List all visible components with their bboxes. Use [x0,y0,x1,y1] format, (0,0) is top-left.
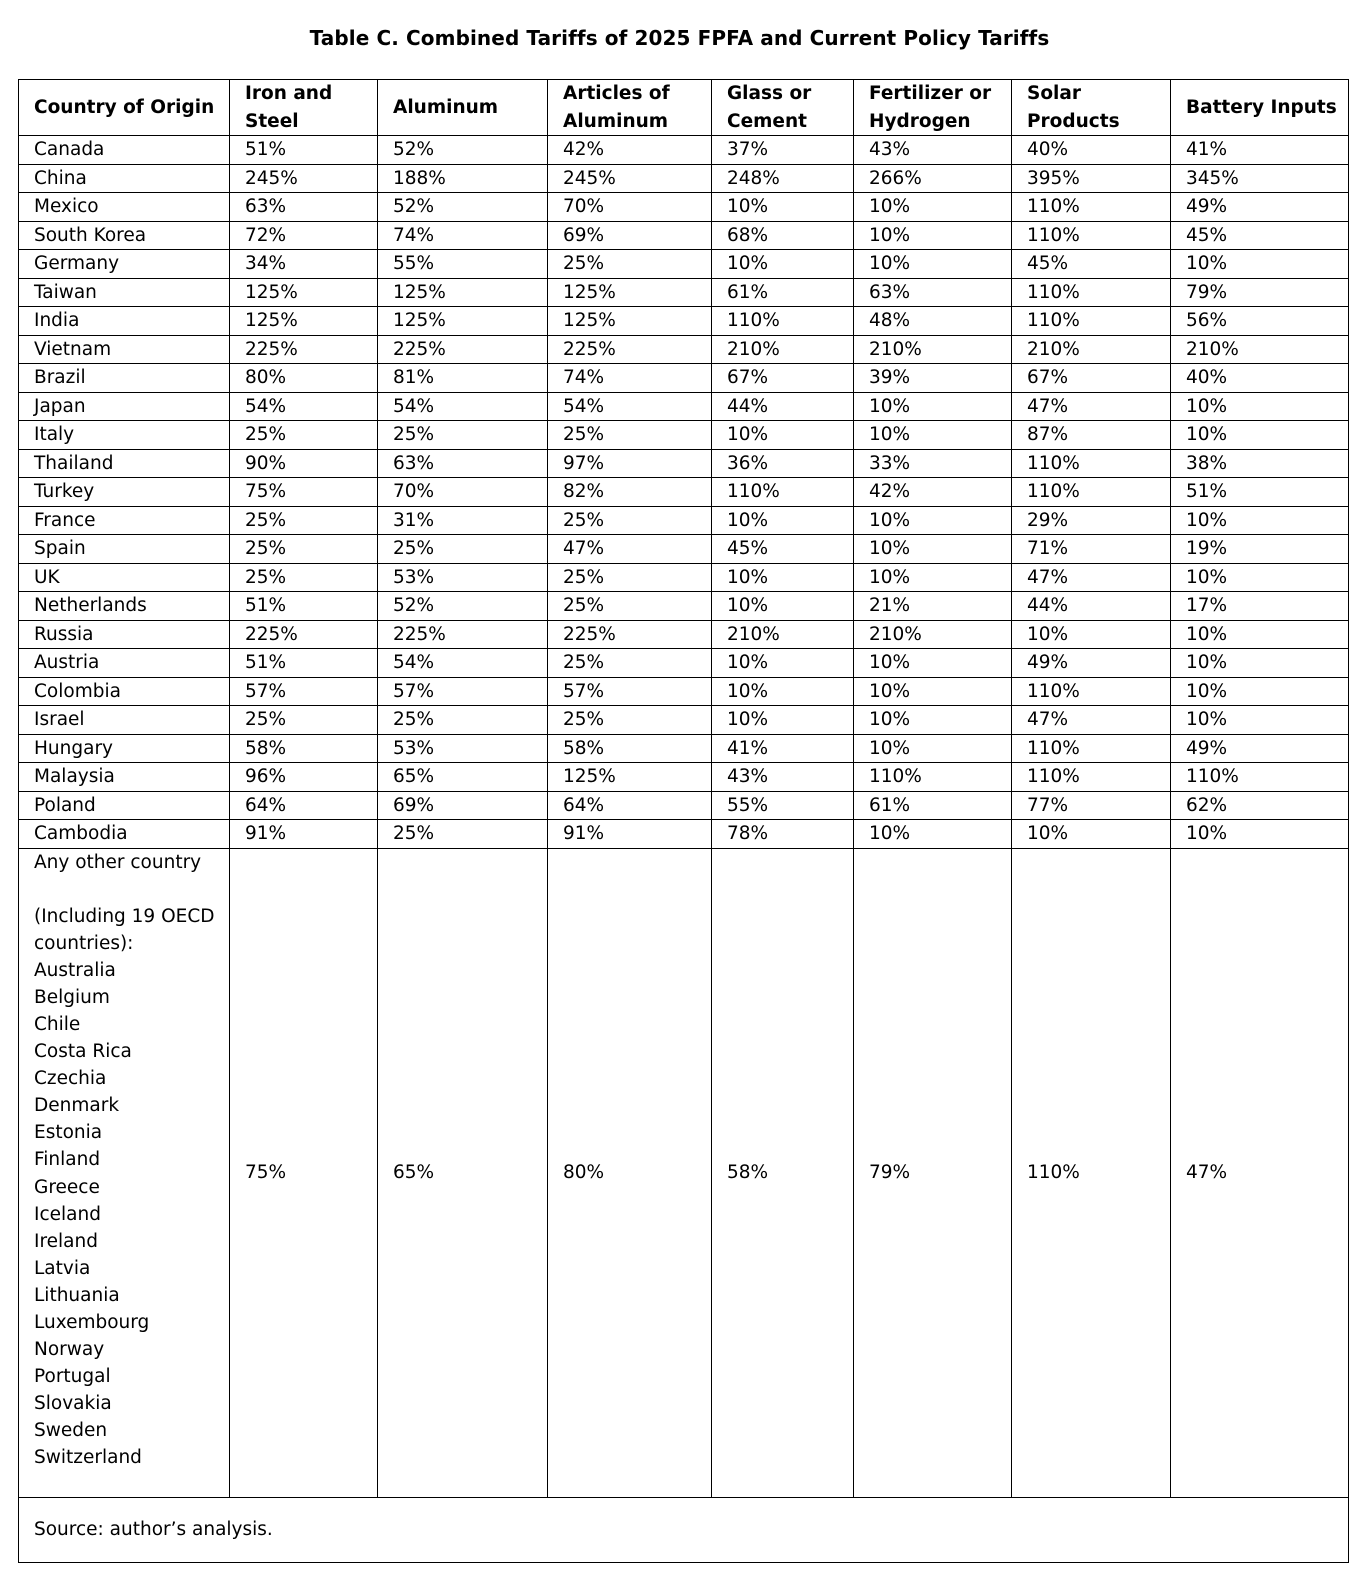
tariff-cell-articles-aluminum: 42% [548,136,712,165]
tariff-cell-articles-aluminum: 25% [548,706,712,735]
tariff-cell-iron-steel: 57% [230,677,378,706]
tariff-cell-aluminum: 188% [378,164,548,193]
tariff-cell-solar: 110% [1012,307,1171,336]
tariff-cell-articles-aluminum: 91% [548,820,712,849]
tariff-cell-aluminum: 63% [378,449,548,478]
tariff-cell-glass-cement: 55% [712,791,854,820]
tariff-cell-aluminum: 52% [378,592,548,621]
table-row [19,563,1349,592]
other-value-iron-steel: 75% [230,848,378,1497]
tariff-cell-glass-cement: 41% [712,734,854,763]
tariff-cell-iron-steel: 225% [230,620,378,649]
other-value-fertilizer-hydrogen: 79% [854,848,1012,1497]
tariff-cell-iron-steel: 225% [230,335,378,364]
column-header-aluminum: Aluminum [378,80,548,136]
column-header-glass-cement: Glass or Cement [712,80,854,136]
tariff-cell-aluminum: 25% [378,820,548,849]
tariff-cell-iron-steel: 58% [230,734,378,763]
tariff-cell-solar: 110% [1012,221,1171,250]
tariff-cell-glass-cement: 10% [712,250,854,279]
tariff-cell-battery: 49% [1171,734,1349,763]
tariff-cell-fertilizer-hydrogen: 33% [854,449,1012,478]
country-cell: Taiwan [19,278,230,307]
tariff-cell-iron-steel: 25% [230,706,378,735]
source-note: Source: author’s analysis. [19,1497,1349,1562]
oecd-country-item: Chile [34,1013,81,1035]
tariff-cell-solar: 44% [1012,592,1171,621]
tariff-cell-fertilizer-hydrogen: 110% [854,763,1012,792]
other-value-solar: 110% [1012,848,1171,1497]
other-value-battery: 47% [1171,848,1349,1497]
tariff-cell-iron-steel: 25% [230,421,378,450]
column-header-articles-aluminum: Articles of Aluminum [548,80,712,136]
country-cell: Italy [19,421,230,450]
country-cell: Malaysia [19,763,230,792]
tariff-cell-battery: 345% [1171,164,1349,193]
tariff-cell-glass-cement: 61% [712,278,854,307]
tariff-cell-iron-steel: 63% [230,193,378,222]
column-header-battery: Battery Inputs [1171,80,1349,136]
country-cell: Austria [19,649,230,678]
tariff-cell-iron-steel: 125% [230,278,378,307]
country-cell: Germany [19,250,230,279]
country-cell: Spain [19,535,230,564]
tariff-cell-iron-steel: 54% [230,392,378,421]
table-row [19,791,1349,820]
column-header-fertilizer-hydrogen: Fertilizer or Hydrogen [854,80,1012,136]
tariff-cell-articles-aluminum: 47% [548,535,712,564]
tariff-cell-fertilizer-hydrogen: 10% [854,563,1012,592]
tariff-cell-glass-cement: 10% [712,592,854,621]
tariff-cell-fertilizer-hydrogen: 21% [854,592,1012,621]
table-row [19,421,1349,450]
tariff-cell-articles-aluminum: 70% [548,193,712,222]
tariff-cell-articles-aluminum: 125% [548,307,712,336]
tariff-cell-battery: 79% [1171,278,1349,307]
tariff-cell-glass-cement: 67% [712,364,854,393]
tariff-cell-aluminum: 25% [378,421,548,450]
tariff-cell-articles-aluminum: 74% [548,364,712,393]
oecd-country-item: Latvia [34,1257,91,1279]
tariff-cell-articles-aluminum: 25% [548,649,712,678]
other-value-articles-aluminum: 80% [548,848,712,1497]
table-row [19,193,1349,222]
table-row [19,307,1349,336]
tariff-cell-iron-steel: 80% [230,364,378,393]
country-cell: Netherlands [19,592,230,621]
tariff-cell-battery: 10% [1171,563,1349,592]
other-countries-cell [19,848,230,1497]
tariff-cell-aluminum: 54% [378,649,548,678]
country-cell: Russia [19,620,230,649]
tariff-cell-solar: 40% [1012,136,1171,165]
tariff-cell-aluminum: 25% [378,535,548,564]
country-cell: Vietnam [19,335,230,364]
tariff-cell-glass-cement: 68% [712,221,854,250]
tariff-cell-solar: 110% [1012,193,1171,222]
country-cell: Turkey [19,478,230,507]
tariff-cell-fertilizer-hydrogen: 210% [854,620,1012,649]
table-row [19,506,1349,535]
tariff-cell-aluminum: 52% [378,136,548,165]
tariff-cell-aluminum: 65% [378,763,548,792]
table-row [19,221,1349,250]
table-row [19,592,1349,621]
tariff-cell-battery: 41% [1171,136,1349,165]
tariff-cell-articles-aluminum: 225% [548,620,712,649]
tariff-cell-solar: 47% [1012,392,1171,421]
table-row [19,763,1349,792]
tariff-cell-articles-aluminum: 225% [548,335,712,364]
tariff-cell-fertilizer-hydrogen: 63% [854,278,1012,307]
tariff-cell-aluminum: 81% [378,364,548,393]
tariff-cell-battery: 38% [1171,449,1349,478]
tariff-cell-solar: 45% [1012,250,1171,279]
country-cell: India [19,307,230,336]
country-cell: Brazil [19,364,230,393]
tariff-cell-iron-steel: 51% [230,592,378,621]
other-value-aluminum: 65% [378,848,548,1497]
tariff-cell-glass-cement: 10% [712,563,854,592]
tariff-cell-iron-steel: 72% [230,221,378,250]
tariff-cell-solar: 71% [1012,535,1171,564]
tariff-cell-battery: 19% [1171,535,1349,564]
tariff-cell-articles-aluminum: 69% [548,221,712,250]
country-cell: Thailand [19,449,230,478]
tariff-cell-glass-cement: 110% [712,478,854,507]
tariff-cell-iron-steel: 91% [230,820,378,849]
tariff-cell-fertilizer-hydrogen: 10% [854,677,1012,706]
tariff-cell-fertilizer-hydrogen: 10% [854,535,1012,564]
tariff-cell-aluminum: 225% [378,335,548,364]
tariff-cell-fertilizer-hydrogen: 10% [854,193,1012,222]
tariff-cell-battery: 10% [1171,392,1349,421]
tariff-cell-solar: 395% [1012,164,1171,193]
tariff-cell-glass-cement: 78% [712,820,854,849]
oecd-country-item: Norway [34,1339,105,1361]
table-row [19,478,1349,507]
tariff-cell-aluminum: 52% [378,193,548,222]
tariff-cell-glass-cement: 210% [712,620,854,649]
tariff-cell-fertilizer-hydrogen: 10% [854,250,1012,279]
tariff-cell-articles-aluminum: 245% [548,164,712,193]
tariff-cell-battery: 10% [1171,250,1349,279]
tariff-cell-battery: 10% [1171,421,1349,450]
source-row [19,1497,1349,1562]
tariff-cell-iron-steel: 75% [230,478,378,507]
tariff-cell-fertilizer-hydrogen: 10% [854,221,1012,250]
oecd-country-item: Greece [34,1176,100,1198]
tariff-cell-glass-cement: 10% [712,706,854,735]
tariff-cell-articles-aluminum: 125% [548,763,712,792]
tariff-cell-articles-aluminum: 125% [548,278,712,307]
tariff-cell-fertilizer-hydrogen: 10% [854,421,1012,450]
tariff-cell-fertilizer-hydrogen: 10% [854,706,1012,735]
column-header-solar: Solar Products [1012,80,1171,136]
tariff-cell-battery: 10% [1171,706,1349,735]
tariff-cell-articles-aluminum: 25% [548,563,712,592]
oecd-country-item: Luxembourg [34,1312,150,1333]
table-row [19,677,1349,706]
tariff-cell-glass-cement: 110% [712,307,854,336]
tariff-cell-fertilizer-hydrogen: 61% [854,791,1012,820]
tariff-cell-iron-steel: 96% [230,763,378,792]
tariff-cell-solar: 110% [1012,677,1171,706]
tariff-cell-iron-steel: 90% [230,449,378,478]
country-cell: Canada [19,136,230,165]
tariff-cell-aluminum: 25% [378,706,548,735]
tariff-cell-fertilizer-hydrogen: 10% [854,649,1012,678]
country-cell: Mexico [19,193,230,222]
tariff-cell-glass-cement: 10% [712,677,854,706]
tariff-cell-glass-cement: 36% [712,449,854,478]
tariff-cell-articles-aluminum: 25% [548,506,712,535]
country-cell: South Korea [19,221,230,250]
tariff-cell-fertilizer-hydrogen: 39% [854,364,1012,393]
column-header-country: Country of Origin [19,80,230,136]
tariff-cell-iron-steel: 245% [230,164,378,193]
tariff-cell-battery: 210% [1171,335,1349,364]
table-row [19,620,1349,649]
tariff-cell-aluminum: 31% [378,506,548,535]
tariff-cell-battery: 110% [1171,763,1349,792]
country-cell: Colombia [19,677,230,706]
tariff-cell-aluminum: 74% [378,221,548,250]
table-row [19,449,1349,478]
tariff-cell-articles-aluminum: 64% [548,791,712,820]
tariff-cell-battery: 49% [1171,193,1349,222]
tariff-cell-aluminum: 69% [378,791,548,820]
tariff-cell-fertilizer-hydrogen: 10% [854,392,1012,421]
tariff-cell-aluminum: 57% [378,677,548,706]
tariff-cell-battery: 10% [1171,677,1349,706]
oecd-country-item: Slovakia [34,1393,112,1415]
tariff-cell-aluminum: 55% [378,250,548,279]
tariff-cell-fertilizer-hydrogen: 10% [854,734,1012,763]
oecd-country-item: Switzerland [34,1447,142,1469]
other-value-glass-cement: 58% [712,848,854,1497]
oecd-country-item: Portugal [34,1366,111,1388]
oecd-country-item: Denmark [34,1095,120,1117]
tariff-cell-solar: 47% [1012,706,1171,735]
tariff-cell-iron-steel: 125% [230,307,378,336]
tariff-cell-solar: 110% [1012,478,1171,507]
oecd-country-item: Ireland [34,1230,98,1252]
table-title: Table C. Combined Tariffs of 2025 FPFA and Current Policy Tariffs [309,26,1050,50]
tariff-cell-aluminum: 53% [378,563,548,592]
tariff-cell-battery: 62% [1171,791,1349,820]
tariff-cell-glass-cement: 10% [712,421,854,450]
tariff-cell-battery: 10% [1171,620,1349,649]
tariff-cell-battery: 10% [1171,820,1349,849]
tariff-cell-solar: 10% [1012,620,1171,649]
tariff-cell-articles-aluminum: 25% [548,250,712,279]
tariff-cell-articles-aluminum: 57% [548,677,712,706]
tariff-cell-articles-aluminum: 54% [548,392,712,421]
table-row [19,649,1349,678]
other-countries-label: Any other country [34,851,202,873]
tariff-cell-fertilizer-hydrogen: 210% [854,335,1012,364]
table-row [19,392,1349,421]
tariff-cell-fertilizer-hydrogen: 10% [854,506,1012,535]
tariff-cell-glass-cement: 44% [712,392,854,421]
tariff-cell-aluminum: 54% [378,392,548,421]
tariff-cell-articles-aluminum: 97% [548,449,712,478]
tariff-cell-solar: 110% [1012,278,1171,307]
tariff-cell-fertilizer-hydrogen: 42% [854,478,1012,507]
tariff-table [18,79,1349,1563]
oecd-country-item: Czechia [34,1068,107,1090]
tariff-cell-solar: 110% [1012,449,1171,478]
table-row [19,706,1349,735]
table-row [19,535,1349,564]
tariff-cell-glass-cement: 10% [712,193,854,222]
tariff-cell-iron-steel: 25% [230,535,378,564]
oecd-country-item: Australia [34,959,116,981]
tariff-cell-battery: 40% [1171,364,1349,393]
tariff-cell-solar: 47% [1012,563,1171,592]
table-row [19,364,1349,393]
tariff-cell-aluminum: 70% [378,478,548,507]
tariff-cell-fertilizer-hydrogen: 48% [854,307,1012,336]
oecd-country-item: Iceland [34,1203,101,1225]
tariff-cell-fertilizer-hydrogen: 10% [854,820,1012,849]
tariff-cell-glass-cement: 248% [712,164,854,193]
oecd-note: (Including 19 OECD countries): [34,905,215,954]
tariff-cell-aluminum: 125% [378,278,548,307]
tariff-cell-articles-aluminum: 82% [548,478,712,507]
tariff-cell-glass-cement: 210% [712,335,854,364]
table-row [19,136,1349,165]
tariff-cell-battery: 10% [1171,506,1349,535]
oecd-country-item: Sweden [34,1420,108,1442]
tariff-cell-iron-steel: 64% [230,791,378,820]
table-row [19,820,1349,849]
oecd-country-item: Finland [34,1149,101,1171]
country-cell: France [19,506,230,535]
oecd-country-item: Costa Rica [34,1041,132,1063]
tariff-cell-glass-cement: 37% [712,136,854,165]
tariff-cell-articles-aluminum: 25% [548,421,712,450]
tariff-cell-glass-cement: 43% [712,763,854,792]
tariff-cell-battery: 45% [1171,221,1349,250]
tariff-cell-solar: 110% [1012,763,1171,792]
tariff-cell-battery: 56% [1171,307,1349,336]
tariff-cell-iron-steel: 25% [230,506,378,535]
tariff-cell-solar: 87% [1012,421,1171,450]
tariff-cell-aluminum: 225% [378,620,548,649]
tariff-cell-solar: 67% [1012,364,1171,393]
tariff-cell-iron-steel: 51% [230,136,378,165]
tariff-cell-solar: 77% [1012,791,1171,820]
table-row [19,250,1349,279]
tariff-cell-articles-aluminum: 58% [548,734,712,763]
tariff-cell-iron-steel: 34% [230,250,378,279]
oecd-country-item: Belgium [34,986,110,1008]
country-cell: Cambodia [19,820,230,849]
tariff-cell-glass-cement: 10% [712,649,854,678]
tariff-cell-battery: 51% [1171,478,1349,507]
tariff-cell-glass-cement: 45% [712,535,854,564]
tariff-cell-battery: 17% [1171,592,1349,621]
tariff-cell-fertilizer-hydrogen: 266% [854,164,1012,193]
tariff-cell-aluminum: 125% [378,307,548,336]
tariff-cell-solar: 210% [1012,335,1171,364]
tariff-cell-solar: 49% [1012,649,1171,678]
table-row [19,335,1349,364]
tariff-cell-iron-steel: 25% [230,563,378,592]
table-row [19,164,1349,193]
country-cell: UK [19,563,230,592]
tariff-cell-battery: 10% [1171,649,1349,678]
table-row [19,734,1349,763]
tariff-cell-glass-cement: 10% [712,506,854,535]
table-row [19,278,1349,307]
country-cell: Hungary [19,734,230,763]
tariff-cell-solar: 110% [1012,734,1171,763]
tariff-cell-iron-steel: 51% [230,649,378,678]
tariff-cell-solar: 10% [1012,820,1171,849]
header-row [19,80,1349,136]
other-countries-row [19,848,1349,1497]
tariff-cell-fertilizer-hydrogen: 43% [854,136,1012,165]
country-cell: Japan [19,392,230,421]
tariff-cell-aluminum: 53% [378,734,548,763]
oecd-country-list [34,957,229,1472]
tariff-cell-solar: 29% [1012,506,1171,535]
oecd-country-item: Lithuania [34,1284,120,1306]
oecd-country-item: Estonia [34,1122,103,1144]
country-cell: Poland [19,791,230,820]
table-body [19,136,1349,849]
tariff-cell-articles-aluminum: 25% [548,592,712,621]
country-cell: Israel [19,706,230,735]
column-header-iron-steel: Iron and Steel [230,80,378,136]
country-cell: China [19,164,230,193]
